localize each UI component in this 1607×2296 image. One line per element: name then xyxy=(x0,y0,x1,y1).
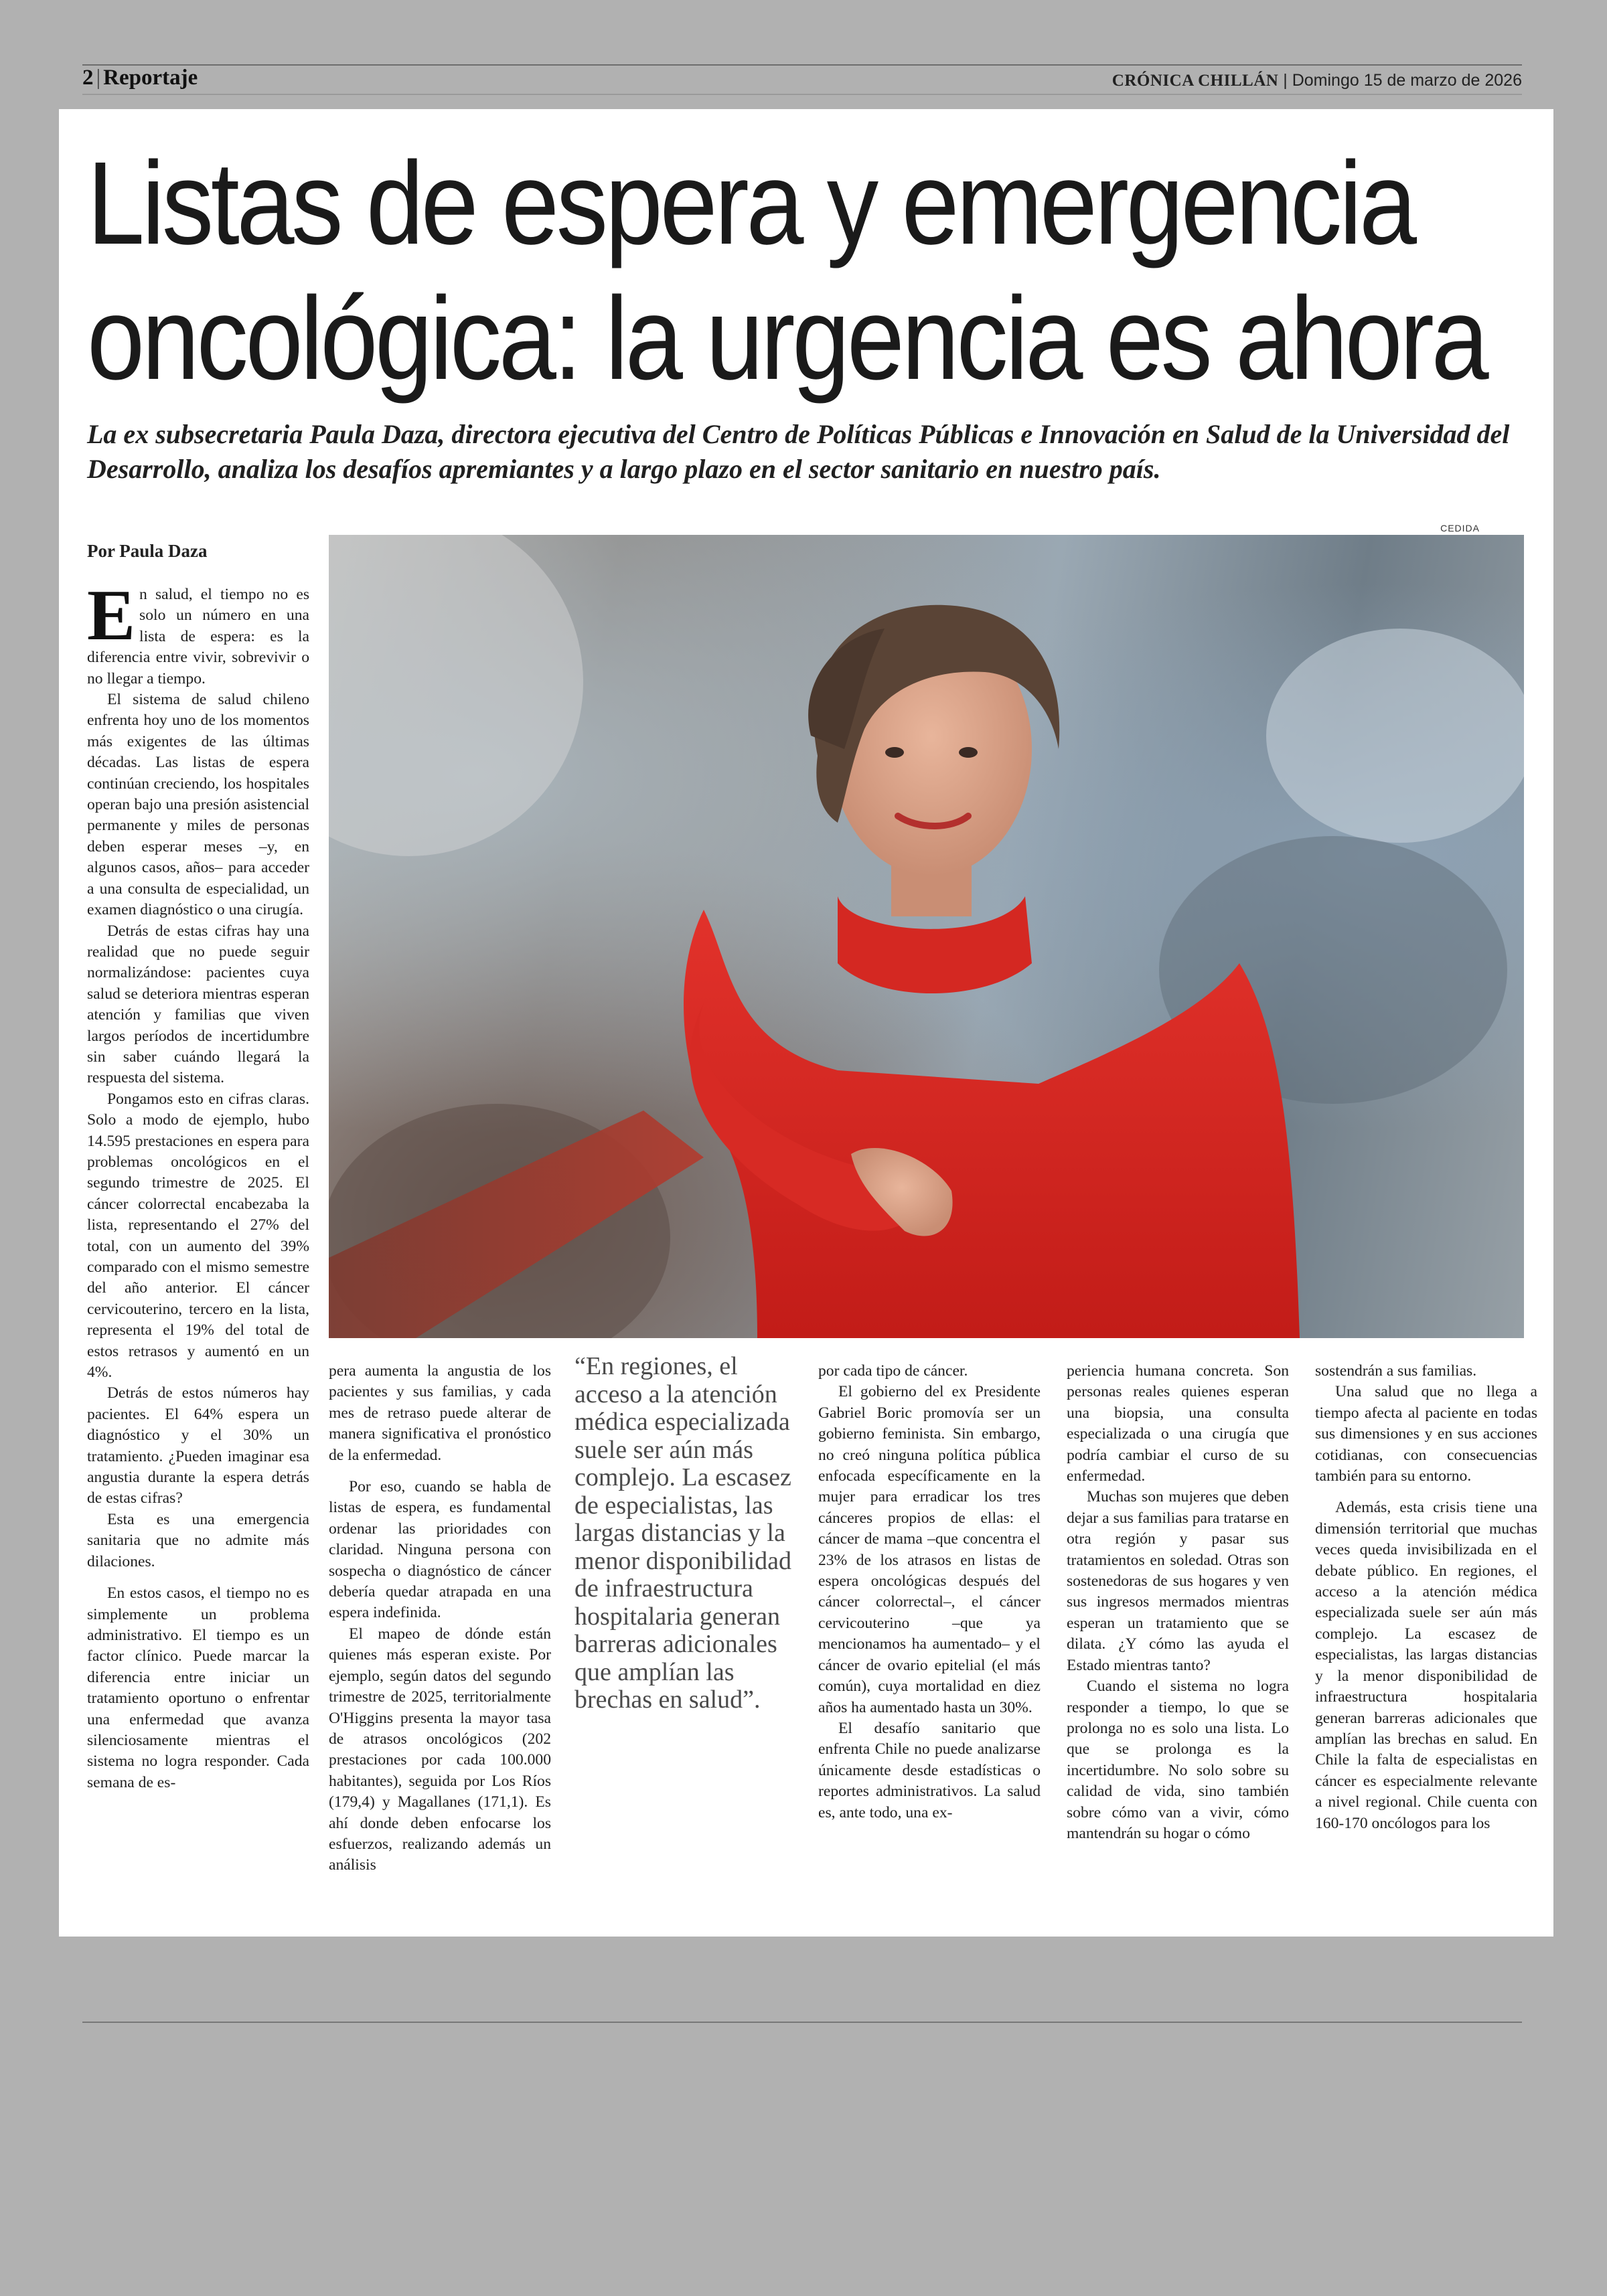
newspaper-page xyxy=(59,109,1553,1937)
paragraph: En salud, el tiempo no es solo un número en una lista de espera: es la diferencia entre vivir, sobrevivir o no llegar a tiempo. xyxy=(87,576,309,687)
header-top-rule xyxy=(82,64,1522,66)
paragraph: sostendrán a sus familias. xyxy=(1315,1362,1477,1380)
paragraph: El mapeo de dónde están quienes más esperan existe. Por ejemplo, según datos del segundo trimestre de 2025, territorialmente O'Higgins presenta la mayor tasa de atrasos oncológicos (202 prestaciones por cada 100.000 habitantes), seguida por Los Ríos (179,4) y Magallanes (171,1). Es ahí donde deben enfocarse los esfuerzos, realizando además un análisis xyxy=(329,1625,551,1874)
publication-name: CRÓNICA CHILLÁN xyxy=(1112,72,1279,90)
drop-cap: E xyxy=(87,576,136,655)
headline-line-1: Listas de espera y emergencia xyxy=(87,138,1414,269)
portrait-photo xyxy=(329,535,1524,1338)
headline-line-2: oncológica: la urgencia es ahora xyxy=(87,273,1486,404)
paragraph: Pongamos esto en cifras claras. Solo a modo de ejemplo, hubo 14.595 prestaciones en espera para problemas oncológicos en el segundo trimestre de 2025. El cáncer colorrectal encabezaba la lista, representando el 27% del total, con un aumento del 39% comparado con el mismo semestre del año anterior. El cáncer cervicouterino, tercero en la lista, representa el 19% del total de estos retrasos y aumentó en un 4%. xyxy=(87,1090,309,1382)
paragraph: Esta es una emergencia sanitaria que no admite más dilaciones. xyxy=(87,1510,309,1570)
paragraph: Una salud que no llega a tiempo afecta al paciente en todas sus dimensiones y en sus acciones cotidianas, con consecuencias también para su entorno. xyxy=(1315,1383,1537,1485)
article-column-5 xyxy=(1315,1361,1537,1834)
paragraph: Muchas son mujeres que deben dejar a sus familias para tratarse en otra región y pasar sus tratamientos en soledad. Otras son sostenedoras de sus hogares y ven sus ingresos mermados mientras esperan un tratamiento que se dilata. ¿Y cómo las ayuda el Estado mientras tanto? xyxy=(1067,1488,1289,1674)
paragraph: periencia humana concreta. Son personas reales quienes esperan una biopsia, una consulta especializada o una cirugía que podría cambiar el curso de su enfermedad. xyxy=(1067,1362,1289,1485)
article-column-2 xyxy=(329,1361,551,1876)
paragraph: El gobierno del ex Presidente Gabriel Boric promovía ser un gobierno feminista. Sin embargo, no creó ninguna política pública enfocada específicamente en la mujer para erradicar los tres cánceres propios de ellas: el cáncer de mama –que concentra el 23% de los atrasos en listas de espera oncológicas después del cáncer colorrectal–, el cáncer cervicouterino –que ya mencionamos ha aumentado– y el cáncer de ovario epitelial (el más común), cuya mortalidad en diez años ha aumentado hasta un 30%. xyxy=(818,1383,1041,1716)
paragraph: Cuando el sistema no logra responder a tiempo, lo que se prolonga no es solo una lista. Lo que se prolonga es la incertidumbre. No solo sobre su calidad de vida, sino también sobre cómo van a vivir, cómo mantendrán su hogar o cómo xyxy=(1067,1677,1289,1842)
footer-rule xyxy=(82,2022,1522,2023)
article-column-1 xyxy=(87,576,309,1793)
paragraph: Además, esta crisis tiene una dimensión territorial que muchas veces queda invisibilizada en el debate público. En regiones, el acceso a la atención médica especializada suele ser aún más complejo. La escasez de especialistas, las largas distancias y la menor disponibilidad de infraestructura hospitalaria generan barreras adicionales que amplían las brechas en salud. En Chile la falta de especialistas en cáncer es especialmente relevante a nivel regional. Chile cuenta con 160-170 oncólogos para los xyxy=(1315,1499,1537,1832)
paragraph: El sistema de salud chileno enfrenta hoy uno de los momentos más exigentes de las últimas décadas. Las listas de espera continúan creciendo, los hospitales operan bajo una presión asistencial permanente y miles de personas deben esperar meses –y, en algunos casos, años– para acceder a una consulta de especialidad, un examen diagnóstico o una cirugía. xyxy=(87,691,309,919)
article-lead: La ex subsecretaria Paula Daza, directora ejecutiva del Centro de Políticas Públicas e Innovación en Salud de la Universidad del Desarrollo, analiza los desafíos apremiantes y a largo plazo en el sector sanitario en nuestro país. xyxy=(87,419,1510,484)
page-number: 2 xyxy=(82,66,94,90)
paragraph: por cada tipo de cáncer. xyxy=(818,1362,968,1380)
paragraph: Por eso, cuando se habla de listas de espera, es fundamental ordenar las prioridades con claridad. Ninguna persona con sospecha o diagnóstico de cáncer debería quedar atrapada en una espera indefinida. xyxy=(329,1478,551,1622)
paragraph: En estos casos, el tiempo no es simplemente un problema administrativo. El tiempo es un factor clínico. Puede marcar la diferencia entre iniciar un tratamiento oportuno o enfrentar una enfermedad que avanza silenciosamente mientras el sistema no logra responder. Cada semana de es- xyxy=(87,1584,309,1791)
paragraph: pera aumenta la angustia de los pacientes y sus familias, y cada mes de retraso puede alterar de manera significativa el pronóstico de la enfermedad. xyxy=(329,1362,551,1464)
header-bottom-rule xyxy=(82,94,1522,95)
paragraph: El desafío sanitario que enfrenta Chile no puede analizarse únicamente desde estadísticas o reportes administrativos. La salud es, ante todo, una ex- xyxy=(818,1719,1041,1821)
article-column-4 xyxy=(1067,1361,1289,1844)
date-separator: | xyxy=(1283,71,1292,90)
headline xyxy=(87,136,1486,406)
portrait-illustration xyxy=(329,535,1524,1338)
publication-date: Domingo 15 de marzo de 2026 xyxy=(1292,71,1522,90)
page-section-label xyxy=(82,66,198,90)
paragraph: Detrás de estas cifras hay una realidad que no puede seguir normalizándose: pacientes cuya salud se deteriora mientras esperan atención y familias que viven largos períodos de incertidumbre sin saber cuándo llegará la respuesta del sistema. xyxy=(87,922,309,1087)
paragraph: Detrás de estos números hay pacientes. El 64% espera un diagnóstico y el 30% un tratamiento. ¿Pueden imaginar esa angustia durante la espera detrás de estas cifras? xyxy=(87,1384,309,1507)
pull-quote: “En regiones, el acceso a la atención médica especializada suele ser aún más complejo. La escasez de especialistas, las largas distancias y la menor disponibilidad de infraestructura hospitalaria generan barreras adicionales que amplían las brechas en salud”. xyxy=(575,1352,792,1714)
photo-credit: CEDIDA xyxy=(1440,523,1480,534)
article-column-3 xyxy=(818,1361,1041,1823)
publication-info xyxy=(1112,71,1522,90)
byline: Por Paula Daza xyxy=(87,541,208,561)
section-name: Reportaje xyxy=(103,66,198,90)
section-separator: | xyxy=(96,66,101,90)
